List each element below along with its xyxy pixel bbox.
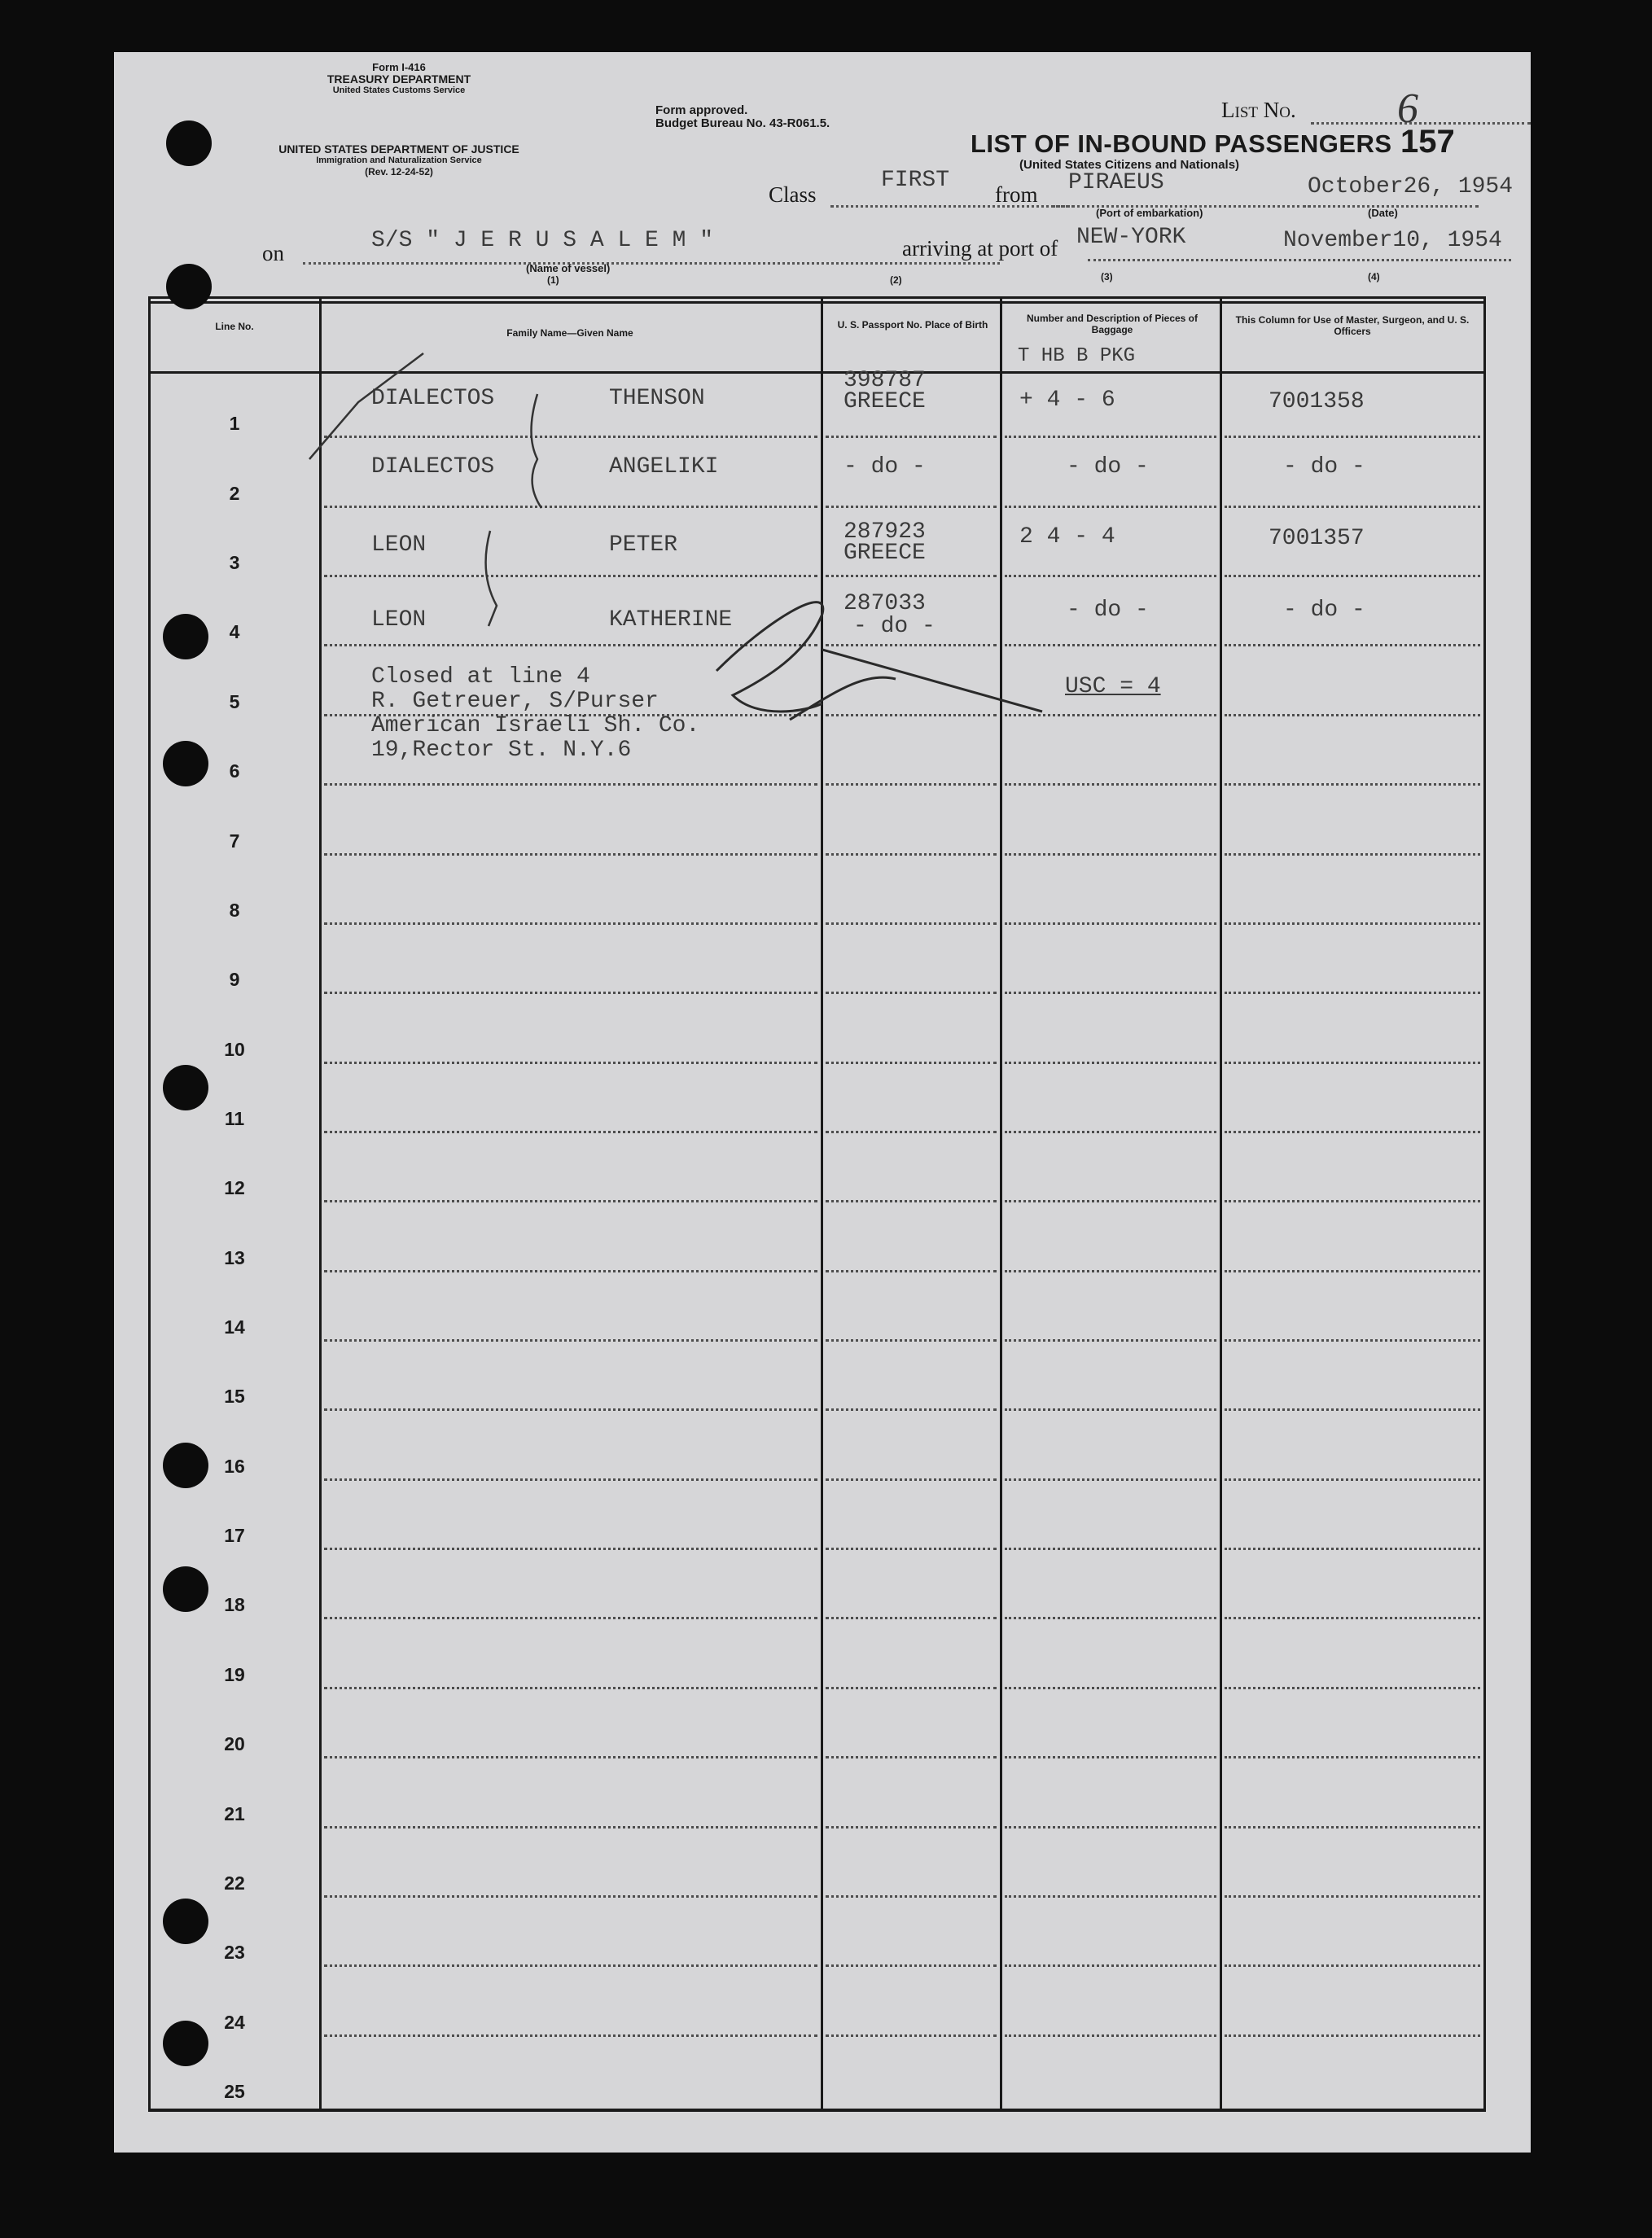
- header-name: Family Name—Given Name: [506, 327, 633, 339]
- caption-2: (2): [890, 274, 902, 286]
- caption-1: (1): [547, 274, 559, 286]
- line-number: 20: [224, 1733, 245, 1755]
- signature: [716, 602, 896, 720]
- list-subtitle: (United States Citizens and Nationals): [1019, 158, 1240, 172]
- given-name: THENSON: [609, 386, 705, 411]
- header-line-no: Line No.: [215, 321, 254, 332]
- line-number: 3: [229, 552, 240, 574]
- closing-line-3: American Israeli Sh. Co.: [371, 713, 700, 738]
- baggage-count: 2 4 - 4: [1019, 524, 1115, 550]
- header-passport: U. S. Passport No. Place of Birth: [837, 319, 988, 331]
- officer-note: 7001358: [1269, 389, 1365, 414]
- line-number: 14: [224, 1316, 245, 1338]
- line-number: 22: [224, 1872, 245, 1894]
- line-number: 13: [224, 1246, 245, 1268]
- port-caption: (Port of embarkation): [1096, 207, 1203, 219]
- officer-note: - do -: [1283, 454, 1365, 480]
- line-number: 6: [229, 760, 240, 782]
- officer-note: 7001357: [1269, 526, 1365, 551]
- closing-line-1: Closed at line 4: [371, 664, 590, 690]
- line-number: 15: [224, 1386, 245, 1408]
- line-number: 18: [224, 1594, 245, 1616]
- arrival-date: November10, 1954: [1283, 228, 1502, 253]
- place-of-birth: - do -: [853, 614, 936, 639]
- given-name: PETER: [609, 532, 678, 558]
- family-name: LEON: [371, 607, 427, 633]
- baggage-subheaders: T HB B PKG: [1018, 345, 1136, 367]
- family-name: LEON: [371, 532, 427, 558]
- port-of-embarkation: PIRAEUS: [1068, 170, 1164, 195]
- ins-service: Immigration and Naturalization Service: [316, 155, 482, 165]
- line-number: 12: [224, 1177, 245, 1199]
- line-number: 7: [229, 830, 240, 852]
- form-number: Form I-416: [372, 61, 426, 73]
- line-number: 25: [224, 2081, 245, 2102]
- list-label: List No.: [1221, 98, 1296, 122]
- revision: (Rev. 12-24-52): [365, 166, 433, 177]
- bracket-mark: [532, 394, 542, 508]
- line-number: 17: [224, 1525, 245, 1547]
- place-of-birth: GREECE: [844, 389, 926, 414]
- header-baggage: Number and Description of Pieces of Baggage: [1026, 313, 1198, 335]
- vessel-caption: (Name of vessel): [526, 262, 611, 274]
- check-mark: [309, 353, 423, 459]
- list-number: 6: [1397, 85, 1418, 132]
- given-name: KATHERINE: [609, 607, 733, 633]
- vessel-name: S/S " J E R U S A L E M ": [371, 228, 714, 253]
- on-label: on: [262, 241, 284, 265]
- passport-no: 398787: [844, 368, 926, 393]
- line-number: 24: [224, 2011, 245, 2033]
- line-number: 23: [224, 1942, 245, 1964]
- from-label: from: [995, 182, 1038, 207]
- class-label: Class: [769, 182, 817, 207]
- usc-count: USC = 4: [1065, 674, 1161, 699]
- line-number: 4: [229, 621, 240, 643]
- closing-line-2: R. Getreuer, S/Purser: [371, 689, 659, 714]
- place-of-birth: GREECE: [844, 541, 926, 566]
- caption-4: (4): [1368, 271, 1380, 282]
- page-number: 157: [1400, 124, 1455, 160]
- line-number: 10: [224, 1038, 245, 1060]
- closing-strike: [822, 650, 1042, 712]
- baggage-count: - do -: [1067, 598, 1149, 623]
- line-number: 9: [229, 969, 240, 991]
- form-sheet: [114, 52, 1531, 2153]
- arriving-label: arriving at port of: [902, 236, 1058, 261]
- budget-bureau: Budget Bureau No. 43-R061.5.: [655, 116, 830, 130]
- caption-3: (3): [1101, 271, 1113, 282]
- family-name: DIALECTOS: [371, 454, 495, 480]
- class-value: FIRST: [881, 168, 950, 193]
- list-title: LIST OF IN-BOUND PASSENGERS: [971, 129, 1392, 158]
- customs-service: United States Customs Service: [332, 85, 466, 95]
- line-number: 11: [224, 1107, 245, 1129]
- passport-no: 287923: [844, 519, 926, 545]
- justice-dept: UNITED STATES DEPARTMENT OF JUSTICE: [278, 142, 519, 155]
- line-number: 2: [229, 482, 240, 504]
- officer-note: - do -: [1283, 598, 1365, 623]
- line-number: 19: [224, 1663, 245, 1685]
- passport-no: 287033: [844, 591, 926, 616]
- baggage-count: + 4 - 6: [1019, 388, 1115, 413]
- line-number: 1: [229, 413, 240, 435]
- line-number: 5: [229, 690, 240, 712]
- form-approved: Form approved.: [655, 103, 748, 117]
- department: TREASURY DEPARTMENT: [326, 72, 471, 85]
- bracket-mark: [486, 531, 497, 626]
- baggage-count: - do -: [1067, 454, 1149, 480]
- handwritten-marks: [114, 52, 1531, 2153]
- embark-date: October26, 1954: [1308, 174, 1514, 199]
- date-caption: (Date): [1368, 207, 1398, 219]
- family-name: DIALECTOS: [371, 386, 495, 411]
- given-name: ANGELIKI: [609, 454, 719, 480]
- line-number: 16: [224, 1455, 245, 1477]
- line-number: 21: [224, 1802, 245, 1824]
- arrival-port: NEW-YORK: [1076, 225, 1186, 250]
- line-number: 8: [229, 899, 240, 921]
- closing-line-4: 19,Rector St. N.Y.6: [371, 738, 632, 763]
- header-officers: This Column for Use of Master, Surgeon, and U. S. Officers: [1235, 314, 1470, 337]
- passport-no: - do -: [844, 454, 926, 480]
